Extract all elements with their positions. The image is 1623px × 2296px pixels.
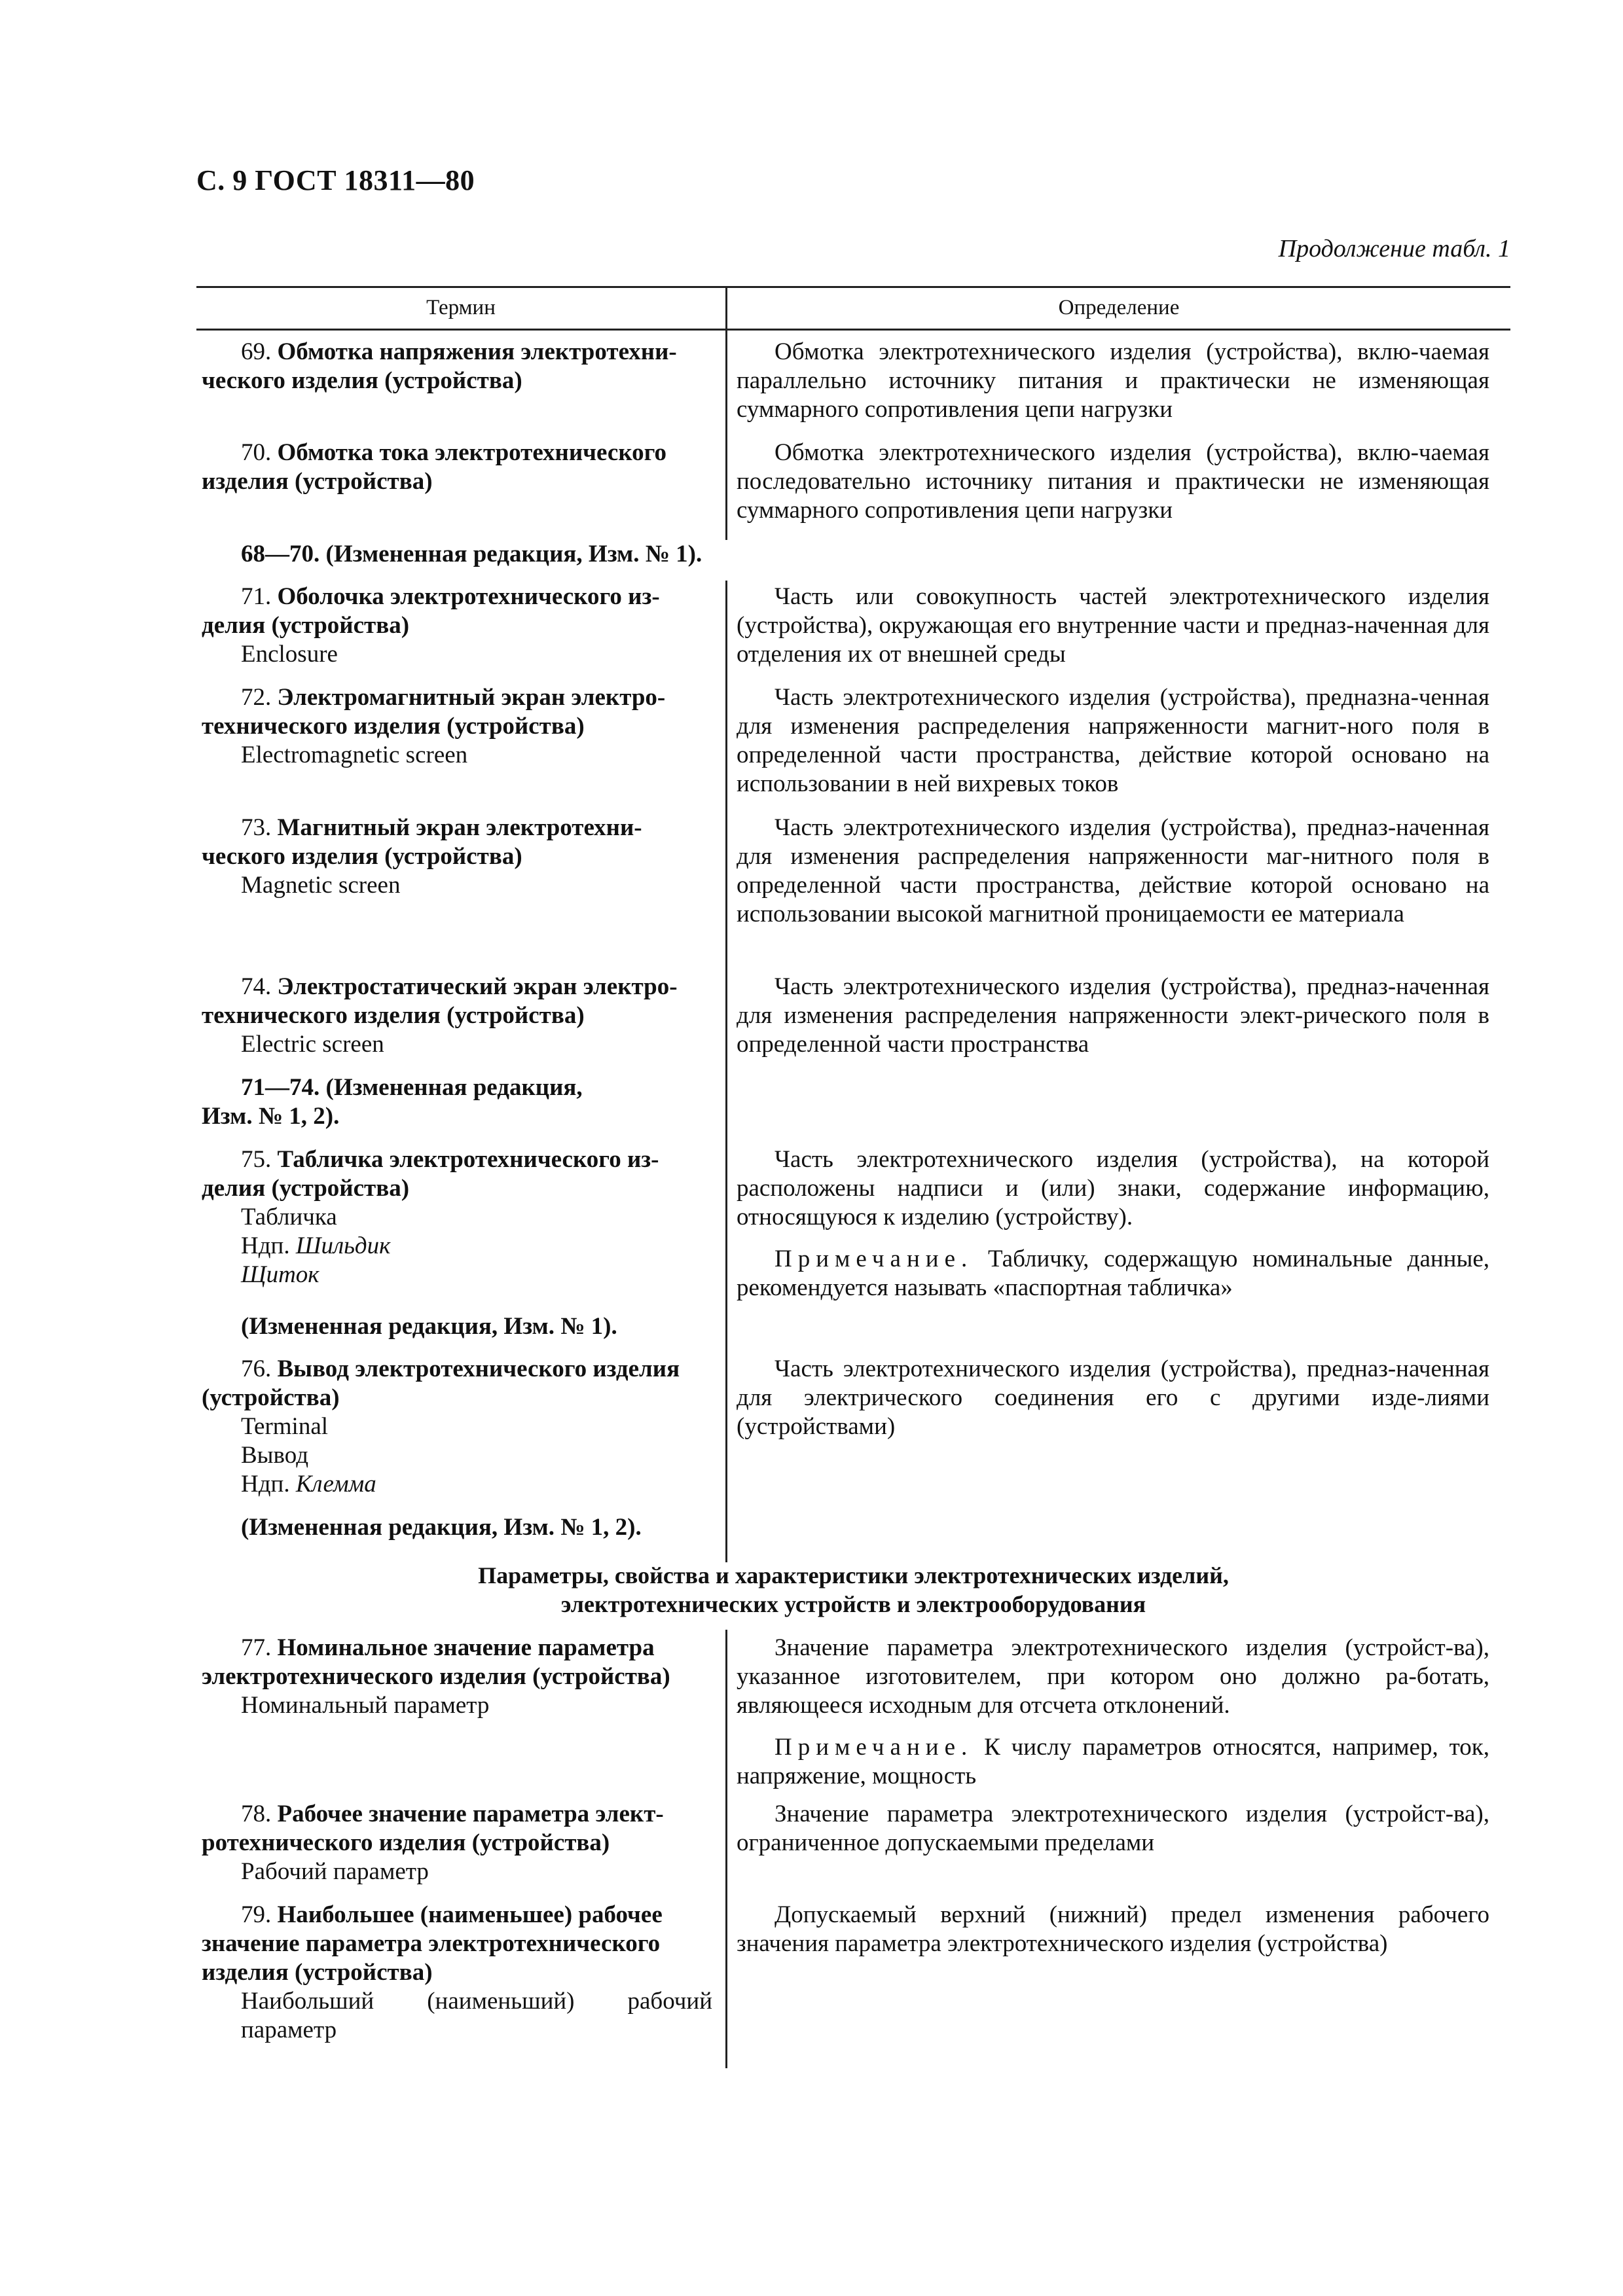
amendment-68-70: 68—70. (Измененная редакция, Изм. № 1). (241, 541, 702, 567)
definition-73: Часть электротехнического изделия (устройства), предназ-наченная для изменения распределения напряженности маг-нитного поля в определенной части пространства, действие которой основано на использовании высокой магнитной проницаемости ее материала (737, 814, 1489, 927)
term-69: 69. Обмотка напряжения электротехни- ческого изделия (устройства) (202, 338, 677, 394)
amendment-71-74: 71—74. (Измененная редакция, Изм. № 1, 2). (202, 1074, 583, 1130)
term-78: 78. Рабочее значение параметра элект- ротехнического изделия (устройства) Рабочий параметр (202, 1801, 664, 1885)
amendment-75: (Измененная редакция, Изм. № 1). (241, 1313, 617, 1340)
column-divider (725, 286, 727, 540)
definition-69: Обмотка электротехнического изделия (устройства), вклю-чаемая параллельно источнику питания и практически не изменяющая суммарного сопротивления цепи нагрузки (737, 338, 1489, 423)
column-header-definition: Определение (1058, 296, 1180, 319)
term-70: 70. Обмотка тока электротехнического изделия (устройства) (202, 439, 667, 495)
table-header-rule (196, 329, 1510, 331)
term-74: 74. Электростатический экран электро- технического изделия (устройства) Electric screen (202, 973, 678, 1058)
section-title: Параметры, свойства и характеристики электротехнических изделий, электротехнических устройств и электрооборудования (478, 1562, 1229, 1617)
definition-78: Значение параметра электротехнического изделия (устройст-ва), ограниченное допускаемыми пределами (737, 1801, 1489, 1856)
definition-70: Обмотка электротехнического изделия (устройства), вклю-чаемая последовательно источнику питания и практически не изменяющая суммарного сопротивления цепи нагрузки (737, 439, 1489, 524)
column-header-term: Термин (426, 296, 496, 319)
term-79: 79. Наибольшее (наименьшее) рабочее значение параметра электротехнического изделия (устройства) Наибольший (наименьший) рабочий параметр (202, 1901, 712, 2043)
term-76: 76. Вывод электротехнического изделия (устройства) Terminal Вывод Ндп. Клемма (202, 1355, 680, 1498)
definition-79: Допускаемый верхний (нижний) предел изменения рабочего значения параметра электротехнического изделия (устройства) (737, 1901, 1489, 1957)
term-77: 77. Номинальное значение параметра электротехнического изделия (устройства) Номинальный параметр (202, 1634, 670, 1719)
term-71: 71. Оболочка электротехнического из- делия (устройства) Enclosure (202, 583, 660, 668)
table-top-rule (196, 286, 1510, 288)
continuation-label: Продолжение табл. 1 (1278, 235, 1510, 262)
definition-77: Значение параметра электротехнического изделия (устройст-ва), указанное изготовителем, при котором оно должно ра-ботать, являющееся исходным для отсчета отклонений. Примечание. К числу параметров относятся, например, ток, напряжение, мощность (737, 1634, 1489, 1789)
term-72: 72. Электромагнитный экран электро- технического изделия (устройства) Electromagnetic screen (202, 684, 666, 768)
term-73: 73. Магнитный экран электротехни- ческого изделия (устройства) Magnetic screen (202, 814, 642, 899)
definition-72: Часть электротехнического изделия (устройства), предназна-ченная для изменения распределения напряженности магнит-ного поля в определенной части пространства, действие которой основано на использовании в ней вихревых токов (737, 684, 1489, 797)
amendment-76: (Измененная редакция, Изм. № 1, 2). (241, 1514, 642, 1541)
definition-76: Часть электротехнического изделия (устройства), предназ-наченная для электрического соединения его с другими изде-лиями (устройствами) (737, 1355, 1489, 1440)
term-75: 75. Табличка электротехнического из- делия (устройства) Табличка Ндп. Шильдик Щиток (202, 1146, 659, 1288)
definition-71: Часть или совокупность частей электротехнического изделия (устройства), окружающая его внутренние части и предназ-наченная для отделения их от внешней среды (737, 583, 1489, 668)
definition-75: Часть электротехнического изделия (устройства), на которой расположены надписи и (или) знаки, содержание информацию, относящуюся к изделию (устройству). Примечание. Табличку, содержащую номинальные данные, рекомендуется называть «паспортная табличка» (737, 1146, 1489, 1301)
page-header: С. 9 ГОСТ 18311—80 (196, 164, 475, 196)
column-divider (725, 1630, 727, 2068)
definition-74: Часть электротехнического изделия (устройства), предназ-наченная для изменения распределения напряженности элект-рического поля в определенной части пространства (737, 973, 1489, 1058)
column-divider (725, 581, 727, 1562)
